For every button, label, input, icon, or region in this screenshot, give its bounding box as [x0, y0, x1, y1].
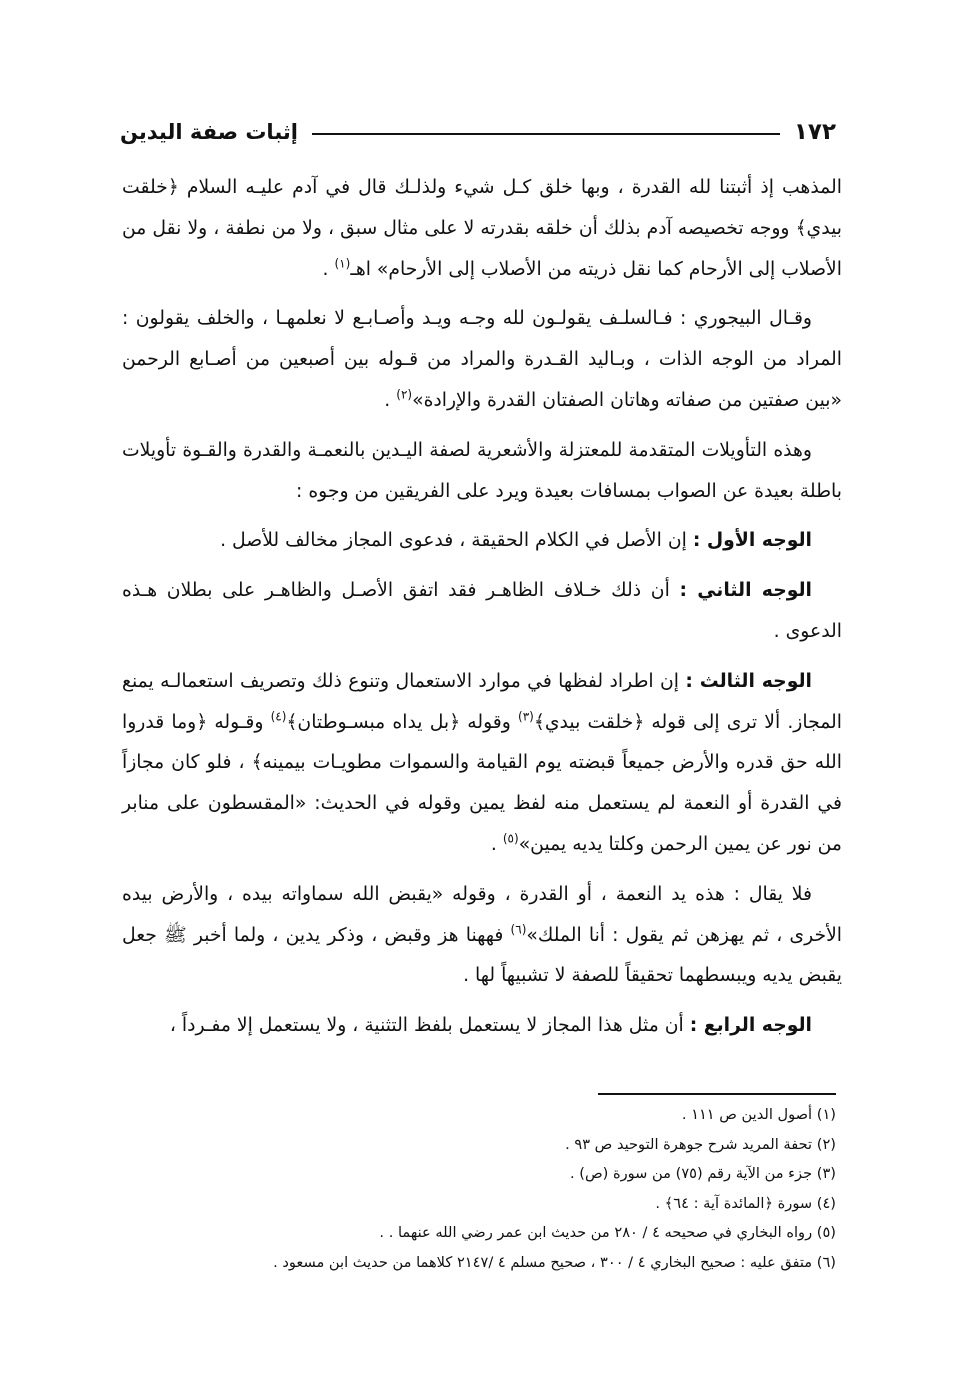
footnote-3: (٣) جزء من الآية رقم (٧٥) من سورة (ص) . [570, 1165, 836, 1182]
footnote-separator [598, 1093, 836, 1095]
paragraph-1 [122, 168, 842, 290]
footnote-5: (٥) رواه البخاري في صحيحه ٤ / ٢٨٠ من حديث ابن عمر رضي الله عنهما . . [379, 1224, 836, 1241]
paragraph-2 [122, 299, 842, 421]
footnote-ref-6: (٦) [510, 922, 527, 937]
paragraph-text: المذهب إذ أثبتنا لله القدرة ، وبها خلق كـل شيء ولذلـك قال في آدم عليـه السلام ﴿خلقت بيدي﴾ ووجه تخصيصه آدم بذلك أن خلقه بقدرته لا على مثال سبق ، ولا من نطفة ، ولا نقل من الأصلاب إلى الأرحام كما نقل ذريته من الأصلاب إلى الأرحام» اهـ [122, 177, 842, 280]
paragraph-text: إن الأصل في الكلام الحقيقة ، فدعوى المجاز مخالف للأصل . [220, 530, 693, 552]
footnote-4: (٤) سورة ﴿المائدة آية : ٦٤﴾ . [655, 1194, 836, 1212]
section-heading: الوجه الثالث : [685, 670, 812, 692]
header-rule [312, 133, 780, 135]
footnotes [120, 1100, 836, 1277]
paragraph-text: أن مثل هذا المجاز لا يستعمل بلفظ التثنية ، ولا يستعمل إلا مفـرداً ، [169, 1015, 690, 1037]
footnote-ref-4: (٤) [270, 709, 287, 724]
footnote-ref-3: (٣) [518, 709, 534, 724]
footnote-ref-5: (٥) [502, 831, 519, 846]
paragraph-3 [122, 431, 842, 513]
footnote-1: (١) أصول الدين ص ١١١ . [681, 1106, 836, 1123]
paragraph-8 [122, 1006, 842, 1047]
paragraph-text: وقـوله ﴿وما قدروا الله حق قدره والأرض جميعاً قبضته يوم القيامة والسموات مطويـات بيمينه﴾ ، فلو كان مجازاً في القدرة أو النعمة لم يستعمل منه لفظ يمين وقوله في الحديث: «المقسطون على منابر من نور عن يمين الرحمن وكلتا يديه يمين» [122, 711, 842, 855]
paragraph-text: أن ذلك خـلاف الظاهـر فقد اتفق الأصـل والظاهـر على بطلان هـذه الدعوى . [122, 580, 842, 642]
paragraph-tail: . [322, 258, 335, 280]
section-heading: الوجه الثاني : [679, 580, 812, 602]
paragraph-text: فههنا هز وقبض ، وذكر يدين ، ولما أخبر ﷺ جعل يقبض يديه ويبسطهما تحقيقاً للصفة لا تشبيهاً لها . [122, 924, 842, 987]
paragraph-tail: . [384, 389, 397, 411]
footnote-6: (٦) متفق عليه : صحيح البخاري ٤ / ٣٠٠ ، صحيح مسلم ٤ /٢١٤٧ كلاهما من حديث ابن مسعود . [273, 1253, 836, 1271]
paragraph-text: فلا يقال : هذه يد النعمة ، أو القدرة ، وقوله «يقبض الله سماواته بيده ، والأرض بيده الأخرى ، ثم يهزهن ثم يقول : أنا الملك» [122, 883, 843, 946]
paragraph-5 [122, 571, 842, 653]
paragraph-text: وقـال البيجوري : فـالسلـف يقولـون لله وجـه ويـد وأصـابـع لا نعلمهـا ، والخلف يقولون : المراد من الوجه الذات ، وبـاليد القـدرة والمراد من قـوله بين أصبعين من أصـابع الرحمن «بين صفتين من صفاته وهاتان الصفتان القدرة والإرادة» [122, 308, 842, 411]
paragraph-6 [122, 662, 842, 866]
footnote-ref-2: (٢) [396, 387, 413, 402]
paragraph-4 [122, 521, 842, 562]
footnote-ref-1: (١) [334, 256, 351, 271]
main-text [122, 168, 842, 1056]
footnote-2: (٢) تحفة المريد شرح جوهرة التوحيد ص ٩٣ . [565, 1135, 836, 1153]
running-title: إثبات صفة اليدين [120, 120, 298, 144]
paragraph-text: وقوله ﴿بل يداه مبسـوطتان﴾ [286, 711, 519, 733]
section-heading: الوجه الأول : [692, 530, 812, 552]
paragraph-text: وهذه التأويلات المتقدمة للمعتزلة والأشعرية لصفة اليـدين بالنعمـة والقدرة والقـوة تأويلات باطلة بعيدة عن الصواب بمسافات بعيدة ويرد على الفريقين من وجوه : [122, 439, 842, 502]
paragraph-7 [122, 875, 842, 997]
section-heading: الوجه الرابع : [689, 1015, 812, 1037]
paragraph-tail: . [490, 833, 503, 855]
page-number: ١٧٢ [793, 119, 836, 145]
paragraph-text: إن اطراد لفظها في موارد الاستعمال وتنوع ذلك وتصريف استعمالـه يمنع المجاز. ألا ترى إلى قوله ﴿خلقت بيدي﴾ [122, 670, 842, 733]
page-header [120, 112, 836, 152]
